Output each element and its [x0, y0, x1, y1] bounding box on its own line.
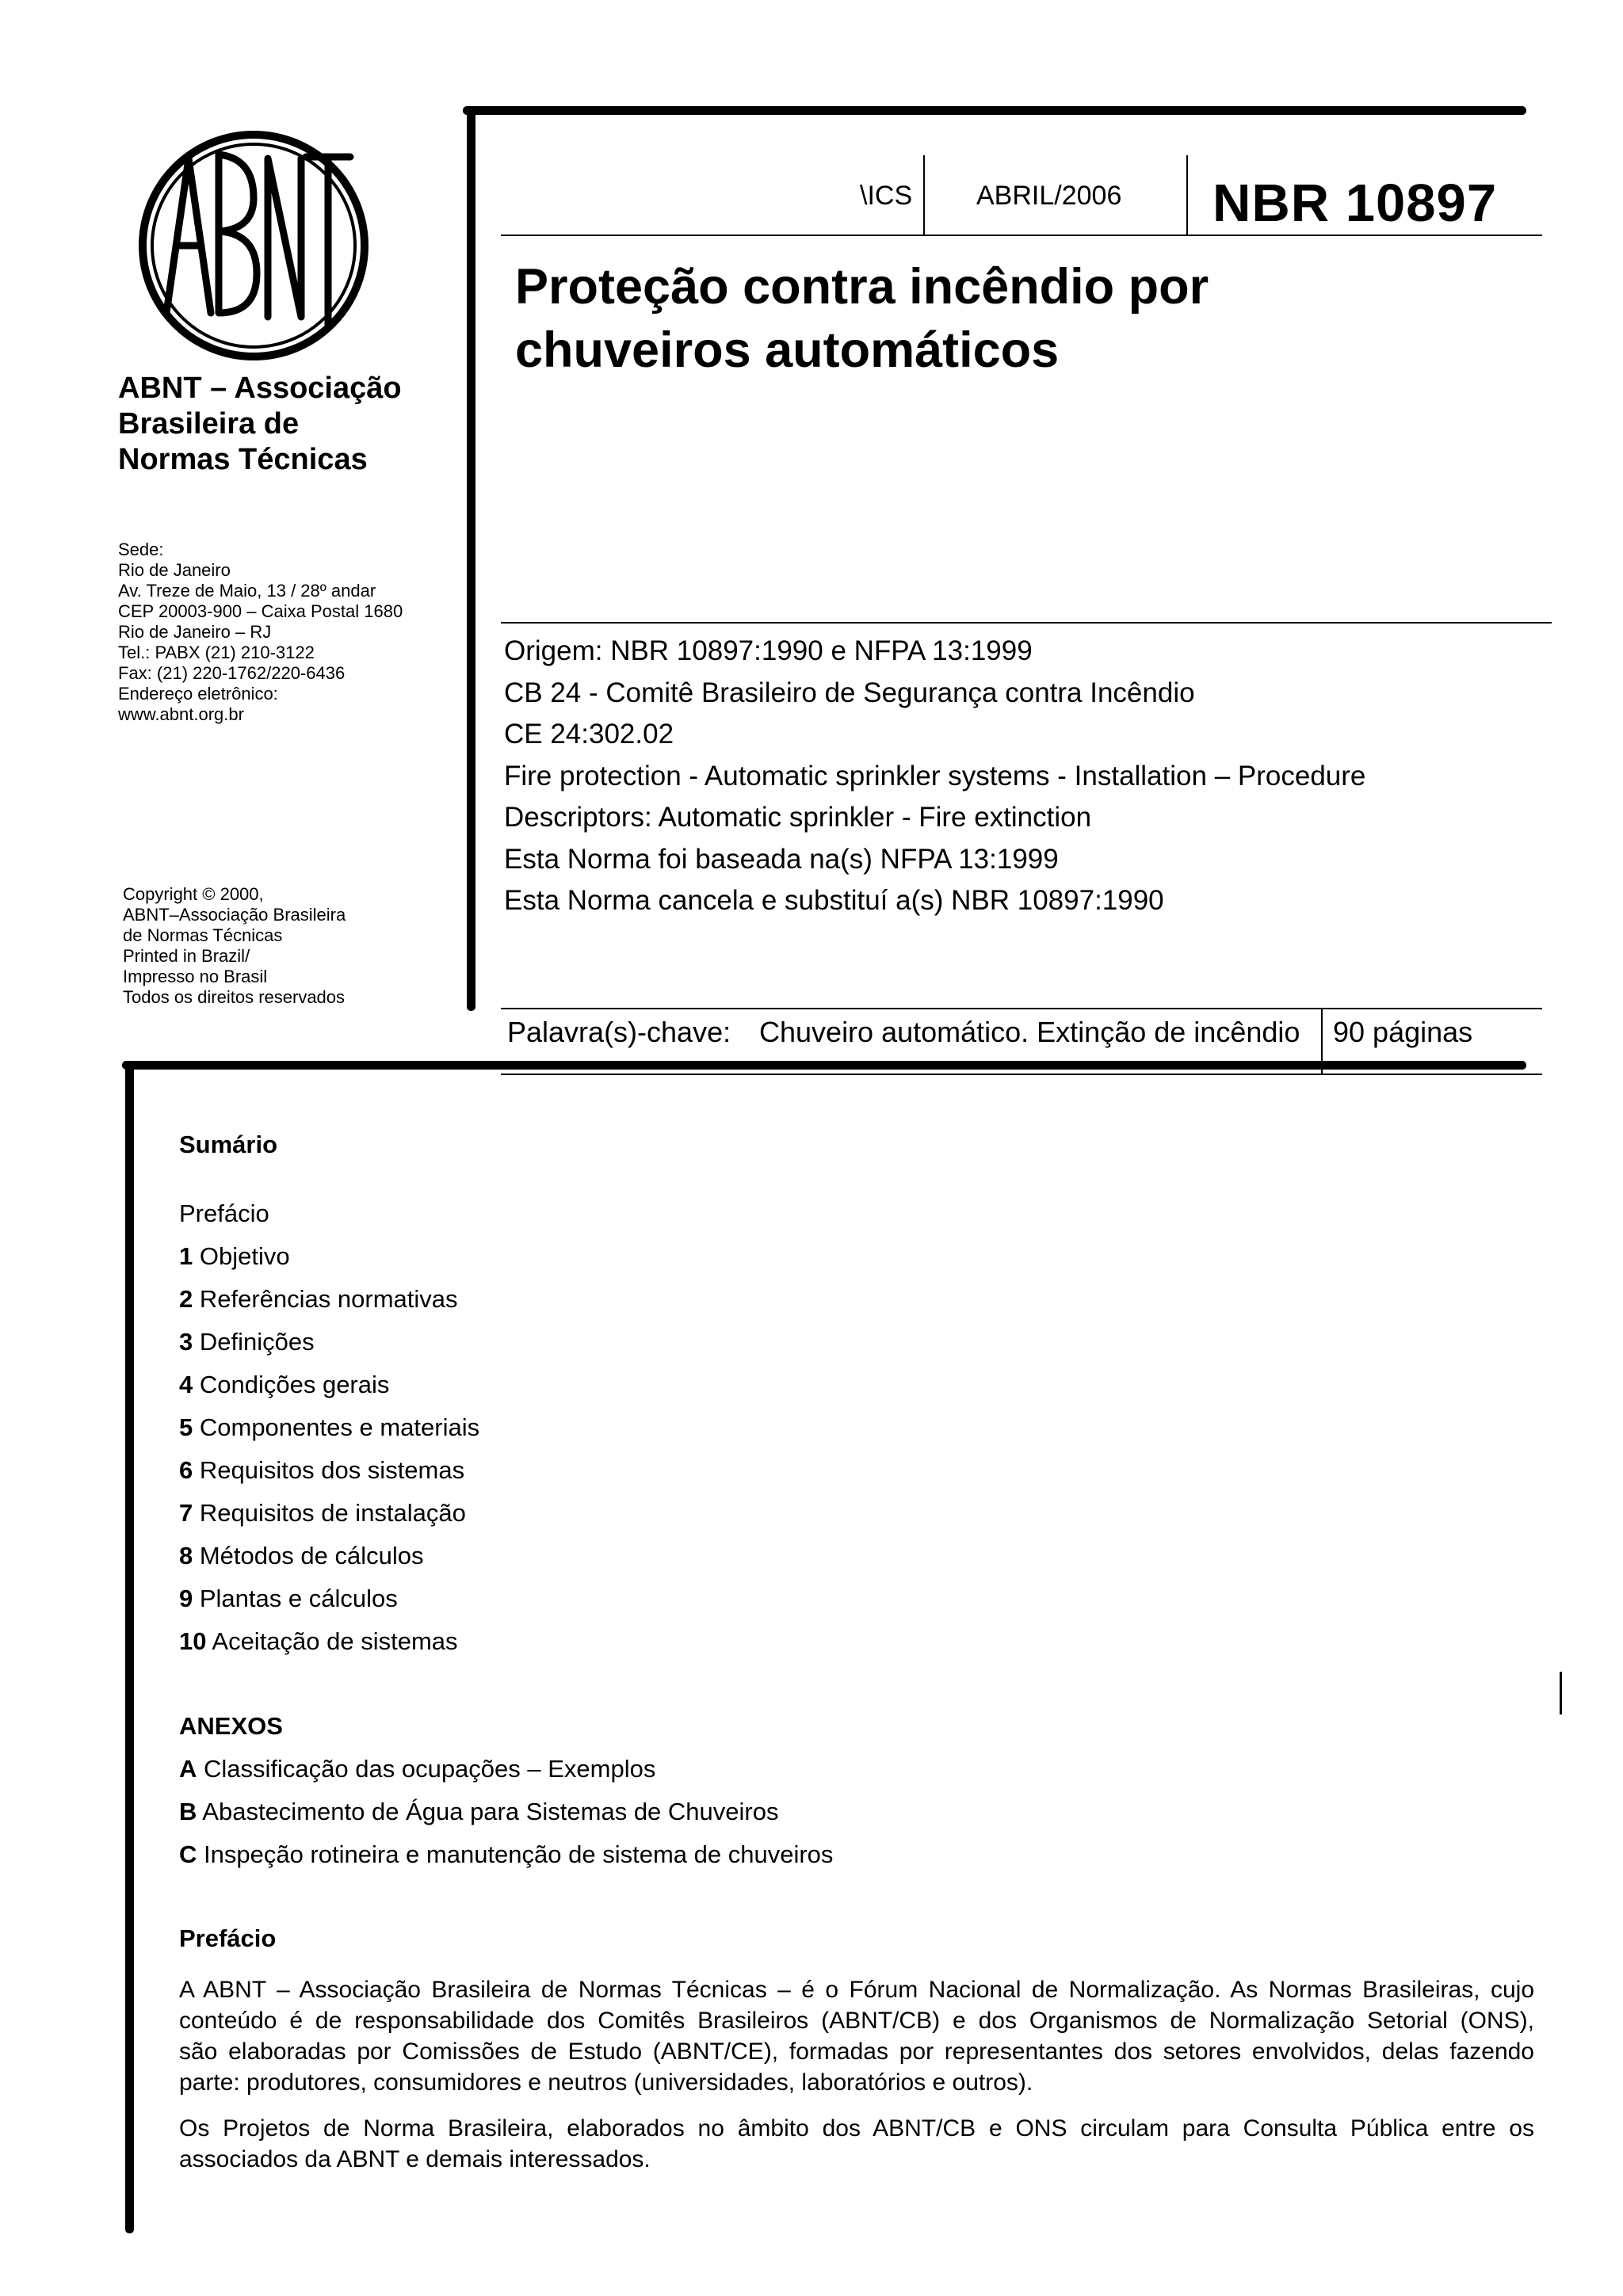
keywords-top-rule: [501, 1008, 1542, 1009]
sede-line: www.abnt.org.br: [118, 704, 244, 724]
sede-line: Sede:: [118, 540, 164, 559]
preface-line: associados da ABNT e demais interessados.: [179, 2146, 651, 2172]
toc-item-number: 9: [179, 1585, 193, 1612]
standard-number: NBR 10897: [1212, 174, 1498, 233]
toc-item-number: 7: [179, 1499, 193, 1527]
toc-item-number: 3: [179, 1328, 193, 1356]
preface-paragraph-2: [179, 2113, 1534, 2175]
organization-name-line: ABNT – Associação: [118, 372, 402, 405]
sede-line: Fax: (21) 220-1762/220-6436: [118, 663, 346, 683]
toc-item-label: Referências normativas: [193, 1285, 458, 1313]
nbr-divider: [1186, 155, 1188, 235]
toc-item-label: Requisitos dos sistemas: [193, 1456, 465, 1484]
copyright-line: Todos os direitos reservados: [123, 987, 346, 1007]
publication-date: ABRIL/2006: [976, 181, 1122, 211]
copyright-line: de Normas Técnicas: [123, 925, 283, 945]
preface-line: Os Projetos de Norma Brasileira, elaborados no âmbito dos ABNT/CB e ONS circulam para Consulta Pública entre os: [179, 2115, 1534, 2142]
sede-address: [118, 540, 403, 725]
toc-item-label: Requisitos de instalação: [193, 1499, 466, 1527]
preface-line: A ABNT – Associação Brasileira de Normas Técnicas – é o Fórum Nacional de Normalização. As Normas Brasileiras, cujo: [179, 1977, 1534, 2003]
toc-item: [179, 1413, 479, 1442]
toc-item-label: Definições: [193, 1328, 315, 1356]
organization-name-line: Normas Técnicas: [118, 443, 368, 476]
annex-item: [179, 1840, 833, 1869]
origin-line: Origem: NBR 10897:1990 e NFPA 13:1999: [504, 635, 1033, 666]
toc-item: [179, 1627, 458, 1656]
origin-block: [504, 631, 1365, 922]
keywords-label: Palavra(s)-chave:: [507, 1016, 731, 1048]
annex-item-label: Inspeção rotineira e manutenção de sistema de chuveiros: [197, 1840, 834, 1868]
toc-item-number: 4: [179, 1371, 193, 1398]
preface-line: parte: produtores, consumidores e neutros (universidades, laboratórios e outros).: [179, 2069, 1033, 2096]
abnt-logo: [135, 127, 372, 364]
toc-item-label: Componentes e materiais: [193, 1413, 480, 1441]
pages-divider: [1321, 1008, 1323, 1075]
descriptors-line: Descriptors: Automatic sprinkler - Fire extinction: [504, 802, 1092, 833]
top-thick-rule: [463, 106, 1526, 115]
annex-item-letter: A: [179, 1755, 197, 1783]
annex-item-letter: C: [179, 1840, 197, 1868]
sede-line: Rio de Janeiro: [118, 560, 231, 580]
toc-item: [179, 1585, 398, 1613]
toc-item: [179, 1542, 423, 1570]
ics-divider: [923, 155, 925, 235]
commission-line: CE 24:302.02: [504, 719, 674, 749]
toc-item-number: 10: [179, 1627, 207, 1655]
toc-item-label: Plantas e cálculos: [193, 1585, 398, 1612]
english-title-line: Fire protection - Automatic sprinkler systems - Installation – Procedure: [504, 760, 1366, 791]
toc-item-number: 2: [179, 1285, 193, 1313]
committee-line: CB 24 - Comitê Brasileiro de Segurança contra Incêndio: [504, 677, 1195, 708]
preface-heading: Prefácio: [179, 1924, 277, 1952]
toc-item-label: Métodos de cálculos: [193, 1542, 424, 1569]
toc-item: [179, 1456, 464, 1485]
toc-item-number: 6: [179, 1456, 193, 1484]
left-vertical-rule-upper: [467, 106, 475, 1011]
annexes-heading: ANEXOS: [179, 1712, 283, 1740]
page-count: 90 páginas: [1333, 1016, 1473, 1048]
sede-line: Rio de Janeiro – RJ: [118, 622, 272, 642]
toc-item-number: 5: [179, 1413, 193, 1441]
preface-line: são elaboradas por Comissões de Estudo (ABNT/CE), formadas por representantes dos setores envolvidos, delas fazendo: [179, 2039, 1534, 2065]
sede-line: Endereço eletrônico:: [118, 684, 278, 704]
left-vertical-rule-lower: [125, 1061, 134, 2233]
organization-name-line: Brasileira de: [118, 407, 300, 441]
preface-paragraph-1: [179, 1974, 1534, 2098]
toc-item: [179, 1285, 458, 1314]
sede-line: CEP 20003-900 – Caixa Postal 1680: [118, 601, 403, 621]
mid-thick-rule: [122, 1061, 1526, 1070]
toc-item: [179, 1499, 466, 1527]
toc-item: [179, 1199, 269, 1228]
sede-line: Av. Treze de Maio, 13 / 28º andar: [118, 581, 376, 601]
toc-item-label: Objetivo: [193, 1242, 290, 1270]
cancels-line: Esta Norma cancela e substituí a(s) NBR 10897:1990: [504, 885, 1164, 916]
document-title: [515, 255, 1209, 382]
toc-item-label: Condições gerais: [193, 1371, 390, 1398]
toc-item-number: 8: [179, 1542, 193, 1569]
document-title-line: Proteção contra incêndio por: [515, 259, 1209, 315]
toc-item: [179, 1328, 315, 1356]
keywords-bottom-rule: [501, 1074, 1542, 1075]
margin-change-bar: [1560, 1672, 1562, 1714]
annex-item-label: Abastecimento de Água para Sistemas de Chuveiros: [197, 1798, 779, 1825]
sede-line: Tel.: PABX (21) 210-3122: [118, 643, 315, 662]
document-title-line: chuveiros automáticos: [515, 322, 1060, 378]
origin-top-rule: [501, 622, 1552, 624]
annex-item: [179, 1755, 655, 1783]
ics-code: \ICS: [860, 181, 913, 211]
summary-heading: Sumário: [179, 1131, 278, 1158]
annex-item-letter: B: [179, 1798, 197, 1825]
copyright-line: Impresso no Brasil: [123, 967, 268, 986]
preface-line: conteúdo é de responsabilidade dos Comitês Brasileiros (ABNT/CB) e dos Organismos de Normalização Setorial (ONS),: [179, 2008, 1534, 2034]
keywords-value: Chuveiro automático. Extinção de incêndio: [759, 1016, 1300, 1048]
toc-item-label: Aceitação de sistemas: [206, 1627, 458, 1655]
copyright-line: Copyright © 2000,: [123, 884, 264, 904]
annex-item: [179, 1798, 778, 1826]
annex-item-label: Classificação das ocupações – Exemplos: [197, 1755, 656, 1783]
header-underline: [501, 235, 1542, 236]
copyright-line: Printed in Brazil/: [123, 946, 250, 966]
toc-item: [179, 1242, 290, 1271]
toc-item-number: 1: [179, 1242, 193, 1270]
copyright-line: ABNT–Associação Brasileira: [123, 905, 346, 925]
toc-item: [179, 1371, 389, 1399]
organization-name: [118, 371, 402, 478]
copyright-notice: [123, 884, 346, 1008]
based-on-line: Esta Norma foi baseada na(s) NFPA 13:1999: [504, 843, 1059, 875]
toc-item-label: Prefácio: [179, 1199, 269, 1227]
